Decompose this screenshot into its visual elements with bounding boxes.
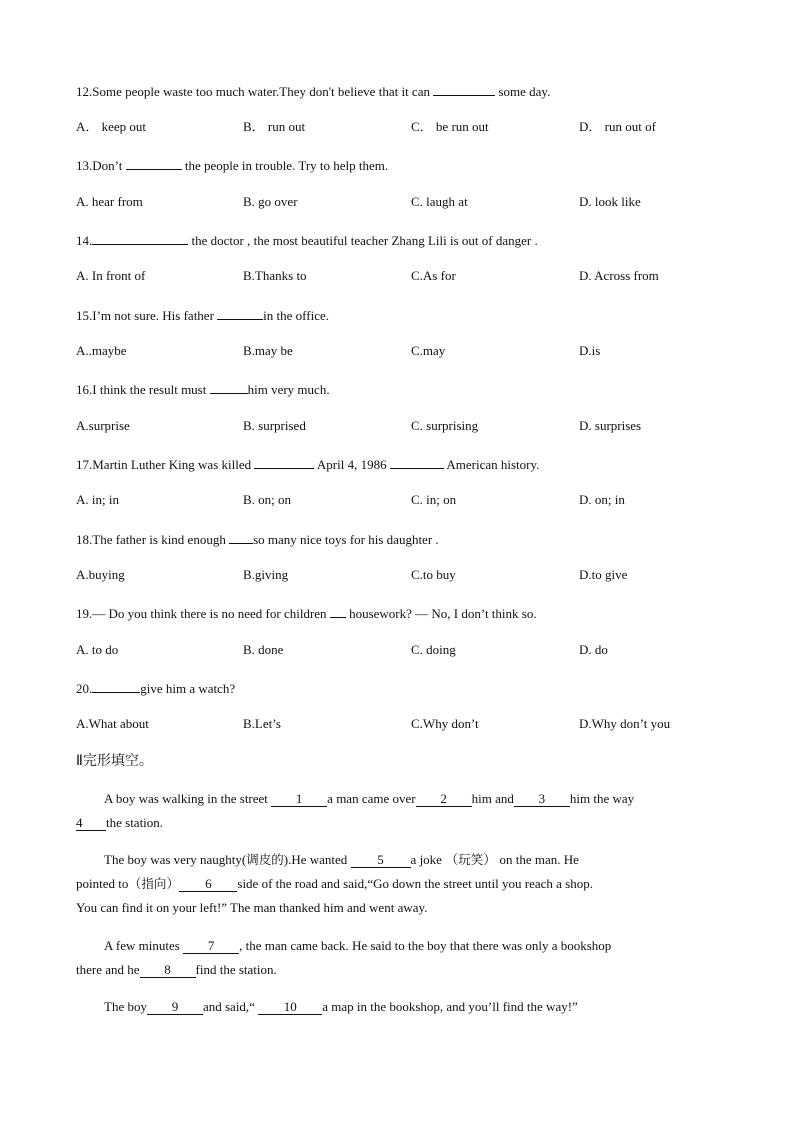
option-d: D.Why don’t you <box>579 716 671 731</box>
option-a: A． keep out <box>76 119 147 134</box>
answer-blank <box>217 305 263 320</box>
option-b: B. surprised <box>243 418 306 433</box>
option-a: A. In front of <box>76 268 146 283</box>
question-20-options <box>76 715 736 733</box>
question-16-stem: 16.I think the result must him very much. <box>76 379 330 399</box>
cloze-blank: 3 <box>514 792 570 807</box>
option-c: C.Why don’t <box>411 716 479 731</box>
question-16-options <box>76 417 736 435</box>
cloze-blank: 10 <box>258 1000 322 1015</box>
cloze-blank: 6 <box>179 877 237 892</box>
option-c: C. laugh at <box>411 194 468 209</box>
option-b: B. done <box>243 642 284 657</box>
cloze-blank: 9 <box>147 1000 203 1015</box>
question-14-options <box>76 267 736 285</box>
question-17-options <box>76 491 736 509</box>
option-c: C.to buy <box>411 567 456 582</box>
question-15-stem: 15.I’m not sure. His father in the office. <box>76 305 329 325</box>
option-a: A.What about <box>76 716 149 731</box>
answer-blank <box>229 529 253 544</box>
question-14-stem: 14. the doctor , the most beautiful teacher Zhang Lili is out of danger . <box>76 230 538 250</box>
cloze-blank: 2 <box>416 792 472 807</box>
question-19-options <box>76 641 736 659</box>
answer-blank <box>330 603 346 618</box>
option-d: D.to give <box>579 567 628 582</box>
question-13-stem: 13.Don’t the people in trouble. Try to help them. <box>76 155 388 175</box>
option-d: D.is <box>579 343 601 358</box>
option-c: C. surprising <box>411 418 479 433</box>
option-c: C. in; on <box>411 492 457 507</box>
cloze-blank: 1 <box>271 792 327 807</box>
section-title: Ⅱ完形填空。 <box>76 753 153 769</box>
option-c: C.may <box>411 343 446 358</box>
cloze-blank: 5 <box>351 853 411 868</box>
option-a: A.buying <box>76 567 125 582</box>
option-a: A.surprise <box>76 418 130 433</box>
question-12-options <box>76 118 736 136</box>
option-c: C. doing <box>411 642 456 657</box>
question-12-stem: 12.Some people waste too much water.They don't believe that it can some day. <box>76 81 550 101</box>
question-17-stem: 17.Martin Luther King was killed April 4, 1986 American history. <box>76 454 539 474</box>
answer-blank <box>254 454 314 469</box>
cloze-paragraph-3: A few minutes 7 , the man came back. He said to the boy that there was only a bookshop there and he 8 find the station. <box>76 938 612 977</box>
option-d: D. on; in <box>579 492 625 507</box>
option-d: D. surprises <box>579 418 642 433</box>
question-19-stem: 19.— Do you think there is no need for children housework? — No, I don’t think so. <box>76 603 537 623</box>
question-18-stem: 18.The father is kind enough so many nice toys for his daughter . <box>76 529 439 549</box>
cloze-paragraph-4: The boy 9 and said,“ 10 a map in the bookshop, and you’ll find the way!” <box>104 999 578 1014</box>
answer-blank <box>433 81 495 96</box>
cloze-blank: 4 <box>76 816 106 831</box>
option-b: B. on; on <box>243 492 292 507</box>
answer-blank <box>92 230 188 245</box>
answer-blank <box>126 155 182 170</box>
option-b: B.giving <box>243 567 289 582</box>
question-20-stem: 20. give him a watch? <box>76 678 235 698</box>
question-13-options <box>76 193 736 211</box>
cloze-blank: 8 <box>140 963 196 978</box>
cloze-paragraph-2: The boy was very naughty(调皮的).He wanted 5 a joke （玩笑） on the man. He pointed to（指向） 6 side of the road and said,“Go down the street until you reach a shop. You can find it on your left!” The man thanked him and went away. <box>76 852 593 915</box>
option-d: D. look like <box>579 194 641 209</box>
option-a: A..maybe <box>76 343 127 358</box>
question-18-options <box>76 566 736 584</box>
question-15-options <box>76 342 736 360</box>
cloze-paragraph-1: A boy was walking in the street 1 a man came over 2 him and 3 him the way 4 the station. <box>76 791 635 830</box>
answer-blank <box>390 454 444 469</box>
option-d: D． run out of <box>579 119 656 134</box>
option-b: B.Let’s <box>243 716 281 731</box>
cloze-blank: 7 <box>183 939 239 954</box>
option-b: B. go over <box>243 194 298 209</box>
option-a: A. to do <box>76 642 119 657</box>
option-a: A. in; in <box>76 492 119 507</box>
option-b: B.may be <box>243 343 293 358</box>
answer-blank <box>92 678 140 693</box>
option-a: A. hear from <box>76 194 143 209</box>
option-d: D. Across from <box>579 268 659 283</box>
option-d: D. do <box>579 642 608 657</box>
option-b: B.Thanks to <box>243 268 307 283</box>
option-c: C． be run out <box>411 119 489 134</box>
option-b: B． run out <box>243 119 306 134</box>
answer-blank <box>210 379 248 394</box>
option-c: C.As for <box>411 268 456 283</box>
